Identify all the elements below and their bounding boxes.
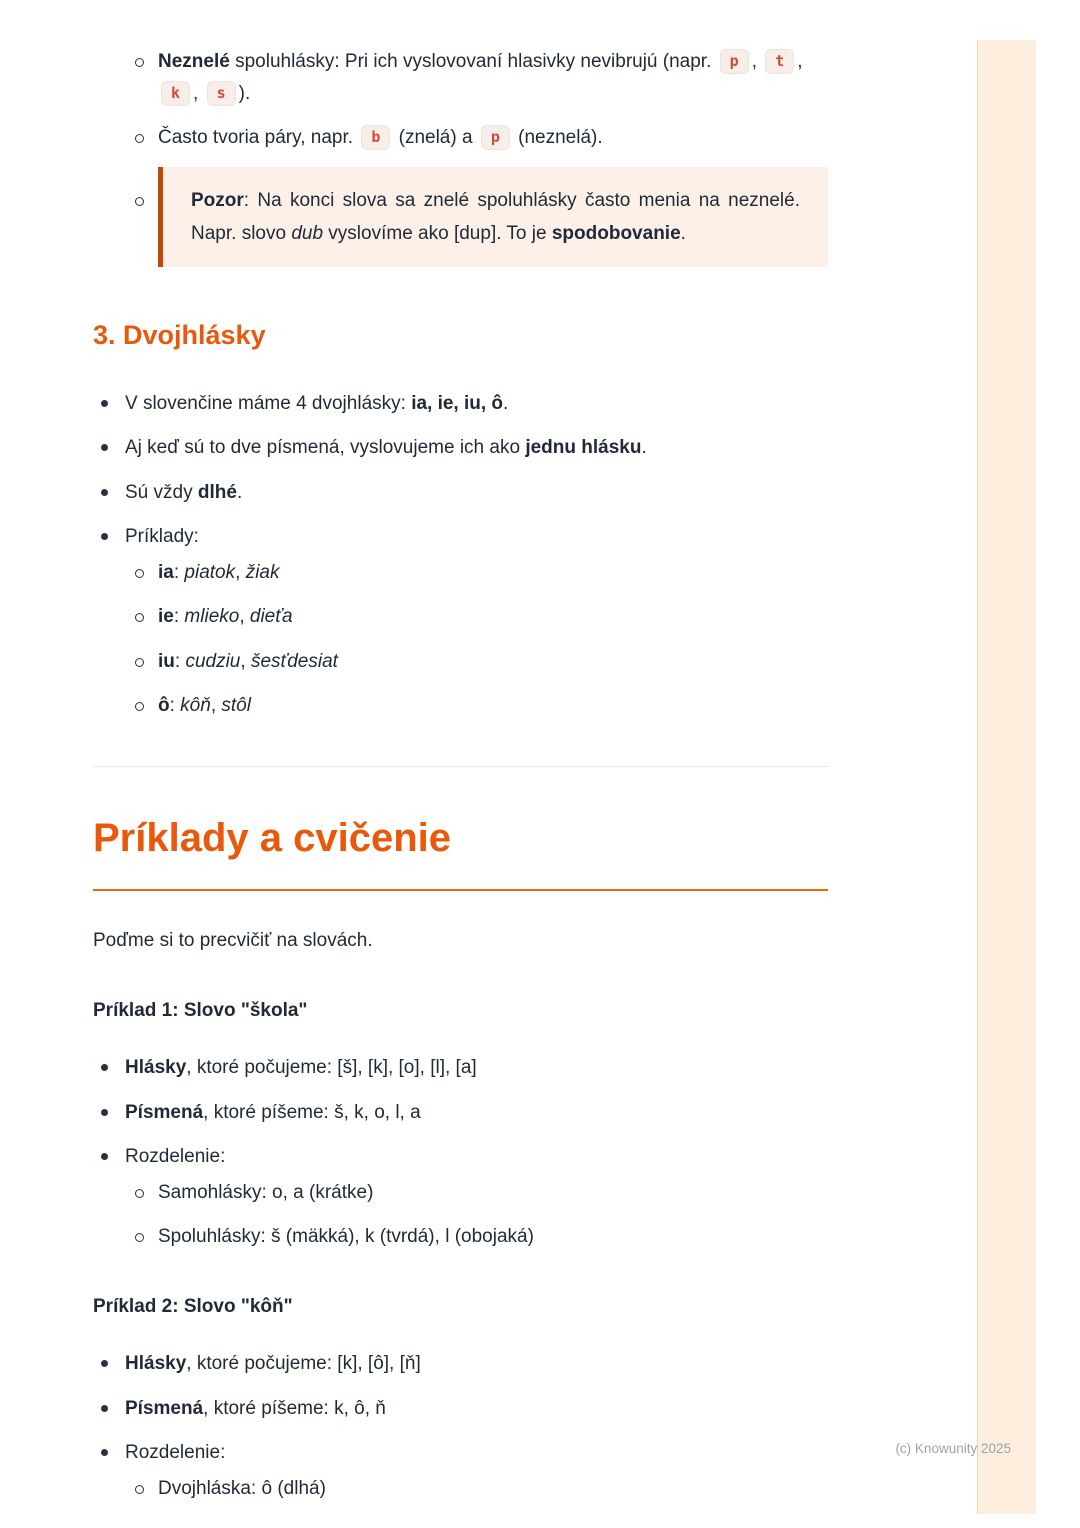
bold-term: jednu hlásku (525, 437, 642, 459)
bold-term: ia, ie, iu, ô (411, 392, 504, 414)
bold-term: spodobovanie (551, 222, 681, 244)
text-segment: . (236, 481, 243, 503)
list-item-example-iu (93, 646, 828, 678)
italic-word: piatok (184, 561, 236, 583)
list-item-pary (93, 122, 828, 154)
text-segment: : Na konci slova sa znelé spoluhlásky často menia na neznelé. Napr. slovo (191, 189, 800, 244)
text-segment: Dvojhláska: ô (dlhá) (158, 1477, 326, 1499)
text-segment: , ktoré počujeme: [š], [k], [o], [l], [a] (186, 1057, 477, 1079)
bold-term: Pozor (191, 189, 244, 211)
text-segment: vyslovíme ako [dup]. To je (323, 222, 552, 244)
list-item-text (158, 557, 828, 589)
text-segment: , (240, 650, 251, 672)
list-item (93, 1177, 828, 1209)
italic-word: cudziu (185, 650, 241, 672)
list-item-text (125, 1437, 828, 1469)
list-item-text (125, 1052, 828, 1084)
page-title-priklady: Príklady a cvičenie (93, 805, 828, 891)
text-segment: Aj keď sú to dve písmená, vyslovujeme ich ako (125, 437, 526, 459)
text-segment: Často tvoria páry, napr. (158, 127, 359, 149)
bullet-circle-icon (130, 557, 158, 589)
bullet-dot-icon (93, 432, 125, 464)
bullet-circle-icon (130, 1177, 158, 1209)
list-item-rozdelenie (93, 1141, 828, 1173)
section-heading-dvojhlasky: 3. Dvojhlásky (93, 319, 266, 350)
italic-word: žiak (245, 561, 280, 583)
page-side-strip (977, 40, 1036, 1514)
code-chip-s: s (207, 81, 236, 106)
list-item-text (158, 1473, 828, 1505)
bullet-dot-icon (93, 1348, 125, 1380)
section-divider (93, 766, 828, 767)
italic-word: dieťa (249, 606, 293, 628)
list-item-text (158, 601, 828, 633)
bold-term: ie (158, 606, 174, 628)
italic-word: šesťdesiat (250, 650, 338, 672)
list-item-text (125, 1348, 828, 1380)
bold-term: Neznelé (158, 51, 230, 72)
text-segment: : (173, 561, 185, 583)
text-segment: . (503, 392, 509, 414)
example2-title: Príklad 2: Slovo "kôň" (93, 1295, 293, 1317)
text-segment: V slovenčine máme 4 dvojhlásky: (125, 392, 412, 414)
text-segment: . (641, 437, 647, 459)
text-segment: , ktoré počujeme: [k], [ô], [ň] (186, 1353, 421, 1375)
list-item (93, 1393, 828, 1425)
list-item-text (158, 1221, 828, 1253)
list-item-example-o (93, 690, 828, 722)
text-segment: (neznelá). (512, 127, 603, 149)
list-item-text (158, 122, 828, 154)
bullet-dot-icon (93, 388, 125, 420)
code-chip-k: k (161, 81, 190, 106)
document-content (93, 46, 828, 1518)
bold-term: dlhé (197, 481, 237, 503)
list-item-example-ie (93, 601, 828, 633)
italic-word: kôň (180, 695, 211, 717)
bold-term: ô (158, 695, 170, 717)
bullet-dot-icon (93, 1097, 125, 1129)
list-item-text (125, 521, 828, 553)
list-item (93, 1097, 828, 1129)
text-segment: , (210, 695, 222, 717)
bold-term: ia (158, 561, 174, 583)
text-segment: (znelá) a (393, 127, 478, 149)
bold-term: Písmená (125, 1101, 204, 1123)
text-segment: , (235, 561, 246, 583)
bullet-circle-icon (130, 601, 158, 633)
bold-term: Hlásky (125, 1057, 187, 1079)
example1-title: Príklad 1: Slovo "škola" (93, 999, 308, 1021)
text-segment: , ktoré píšeme: š, k, o, l, a (203, 1101, 421, 1123)
text-segment: , (239, 606, 250, 628)
code-chip-t: t (765, 49, 794, 74)
text-segment: , ktoré píšeme: k, ô, ň (203, 1397, 386, 1419)
text-segment: , (193, 82, 204, 104)
bullet-dot-icon (93, 1437, 125, 1469)
text-segment: : (173, 606, 185, 628)
code-chip-p: p (481, 125, 510, 150)
warning-callout (158, 167, 828, 267)
list-item (93, 1473, 828, 1505)
bullet-circle-icon (130, 646, 158, 678)
list-item (93, 1348, 828, 1380)
list-item-text (158, 46, 828, 109)
text-segment: Rozdelenie: (125, 1442, 226, 1464)
text-segment: Príklady: (125, 526, 199, 548)
bold-term: Hlásky (125, 1353, 187, 1375)
list-item-text (125, 1097, 828, 1129)
text-segment: . (680, 222, 686, 244)
list-item-text (158, 646, 828, 678)
list-item (93, 388, 828, 420)
bullet-circle-icon (130, 122, 158, 154)
text-segment: : (174, 650, 186, 672)
bullet-dot-icon (93, 1141, 125, 1173)
list-item-text (158, 1177, 828, 1209)
bold-term: Písmená (125, 1397, 204, 1419)
list-item-text (125, 388, 828, 420)
italic-word: stôl (221, 695, 251, 717)
text-segment: Rozdelenie: (125, 1146, 226, 1168)
bold-term: iu (158, 650, 175, 672)
list-item (93, 1052, 828, 1084)
italic-word: dub (291, 222, 324, 244)
list-item (93, 1221, 828, 1253)
list-item (93, 477, 828, 509)
code-chip-b: b (361, 125, 390, 150)
bullet-circle-icon (130, 1473, 158, 1505)
list-item-callout (93, 167, 828, 267)
list-item-rozdelenie (93, 1437, 828, 1469)
copyright-footer: (c) Knowunity 2025 (895, 1441, 1011, 1456)
list-item-text (158, 690, 828, 722)
text-segment: ). (238, 82, 251, 104)
text-segment: Spoluhlásky: š (mäkká), k (tvrdá), l (obojaká) (158, 1226, 534, 1248)
bullet-dot-icon (93, 1052, 125, 1084)
text-segment: Sú vždy (125, 481, 198, 503)
text-segment: spoluhlásky: Pri ich vyslovovaní hlasivky nevibrujú (napr. (229, 51, 717, 72)
text-segment: : (169, 695, 181, 717)
list-item-text (125, 1141, 828, 1173)
bullet-circle-icon (130, 167, 158, 267)
intro-paragraph: Poďme si to precvičiť na slovách. (93, 930, 373, 952)
text-segment: , (797, 51, 803, 72)
bullet-circle-icon (130, 690, 158, 722)
bullet-circle-icon (130, 1221, 158, 1253)
code-chip-p: p (720, 49, 749, 74)
list-item-priklady (93, 521, 828, 553)
list-item-example-ia (93, 557, 828, 589)
list-item-text (125, 477, 828, 509)
bullet-dot-icon (93, 521, 125, 553)
text-segment: , (751, 51, 763, 72)
bullet-dot-icon (93, 477, 125, 509)
list-item-text (125, 1393, 828, 1425)
list-item-text (125, 432, 828, 464)
bullet-dot-icon (93, 1393, 125, 1425)
list-item (93, 432, 828, 464)
list-item-neznele (93, 46, 828, 109)
italic-word: mlieko (184, 606, 240, 628)
text-segment: Samohlásky: o, a (krátke) (158, 1181, 374, 1203)
bullet-circle-icon (130, 46, 158, 109)
